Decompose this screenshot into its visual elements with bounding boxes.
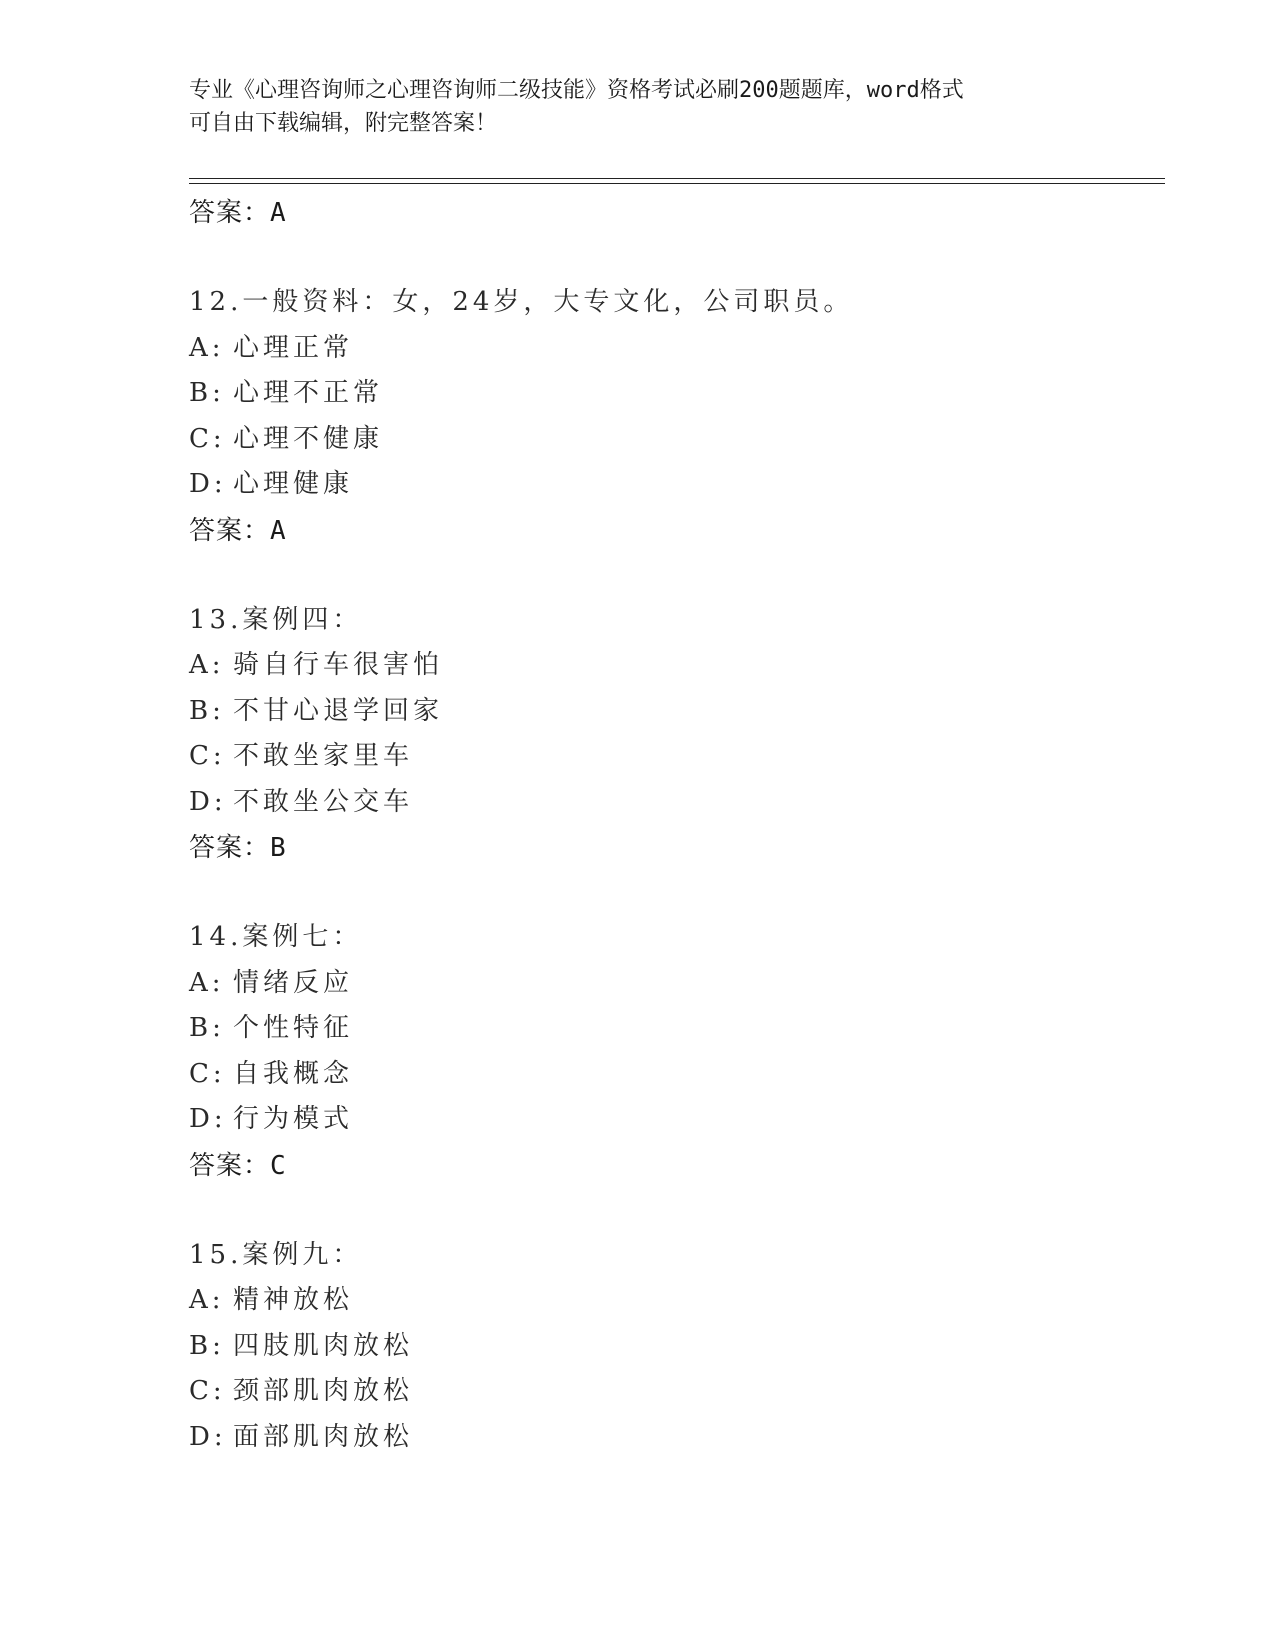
option-text: 心理正常 <box>233 332 354 363</box>
option-letter: C: <box>189 1058 226 1089</box>
option-letter: D: <box>189 786 227 817</box>
option-letter: D: <box>189 469 227 499</box>
option-c <box>189 734 1149 780</box>
option-c <box>189 417 1149 463</box>
option-c <box>189 1369 1149 1415</box>
option-b <box>189 1324 1149 1370</box>
question-title: 13.案例四： <box>189 604 363 635</box>
option-d <box>189 780 1149 826</box>
option-text: 行为模式 <box>233 1104 354 1134</box>
option-text: 心理健康 <box>233 469 354 499</box>
option-letter: A: <box>189 650 225 680</box>
option-letter: D: <box>189 1104 227 1134</box>
question-14 <box>189 915 1149 1189</box>
option-text: 心理不正常 <box>233 378 384 408</box>
option-letter: B: <box>189 378 225 408</box>
option-text: 骑自行车很害怕 <box>233 650 444 680</box>
option-c <box>189 1052 1149 1098</box>
option-d <box>189 1097 1149 1143</box>
option-b <box>189 689 1149 735</box>
header-divider-bottom <box>189 183 1165 184</box>
option-letter: D: <box>189 1421 227 1452</box>
option-letter: C: <box>189 741 226 771</box>
option-a <box>189 326 1149 372</box>
option-text: 个性特征 <box>233 1013 354 1043</box>
answer-line: 答案：C <box>189 1150 287 1181</box>
header-divider-top <box>189 178 1165 179</box>
option-letter: B: <box>189 1330 225 1361</box>
option-letter: A: <box>189 332 225 363</box>
option-text: 颈部肌肉放松 <box>233 1376 414 1406</box>
answer-line: 答案：A <box>189 515 287 546</box>
answer-line: 答案：A <box>189 198 287 228</box>
option-text: 情绪反应 <box>233 967 354 998</box>
option-text: 不敢坐家里车 <box>233 741 414 771</box>
option-text: 精神放松 <box>233 1285 354 1315</box>
option-a <box>189 1278 1149 1324</box>
question-title: 14.案例七： <box>189 922 363 952</box>
option-d <box>189 462 1149 508</box>
option-letter: C: <box>189 423 226 454</box>
question-12 <box>189 280 1149 554</box>
option-text: 不敢坐公交车 <box>233 786 414 817</box>
option-text: 自我概念 <box>233 1058 354 1089</box>
header-line-1: 专业《心理咨询师之心理咨询师二级技能》资格考试必刷200题题库，word格式 <box>189 78 964 103</box>
option-text: 心理不健康 <box>233 423 384 454</box>
option-b <box>189 371 1149 417</box>
question-title: 15.案例九： <box>189 1239 363 1270</box>
option-text: 不甘心退学回家 <box>233 695 444 726</box>
option-letter: A: <box>189 967 225 998</box>
option-letter: C: <box>189 1376 226 1406</box>
option-a <box>189 643 1149 689</box>
question-title: 12.一般资料：女，24岁，大专文化，公司职员。 <box>189 287 854 317</box>
header-line-2: 可自由下载编辑，附完整答案！ <box>189 111 498 136</box>
option-letter: A: <box>189 1285 225 1315</box>
option-b <box>189 1006 1149 1052</box>
option-text: 面部肌肉放松 <box>233 1421 414 1452</box>
option-letter: B: <box>189 1013 225 1043</box>
question-13 <box>189 598 1149 872</box>
question-list <box>189 190 1149 1460</box>
answer-line: 答案：B <box>189 833 287 863</box>
document-header <box>189 74 1069 140</box>
question-15 <box>189 1233 1149 1461</box>
option-letter: B: <box>189 695 225 726</box>
option-a <box>189 961 1149 1007</box>
option-text: 四肢肌肉放松 <box>233 1330 414 1361</box>
option-d <box>189 1415 1149 1461</box>
